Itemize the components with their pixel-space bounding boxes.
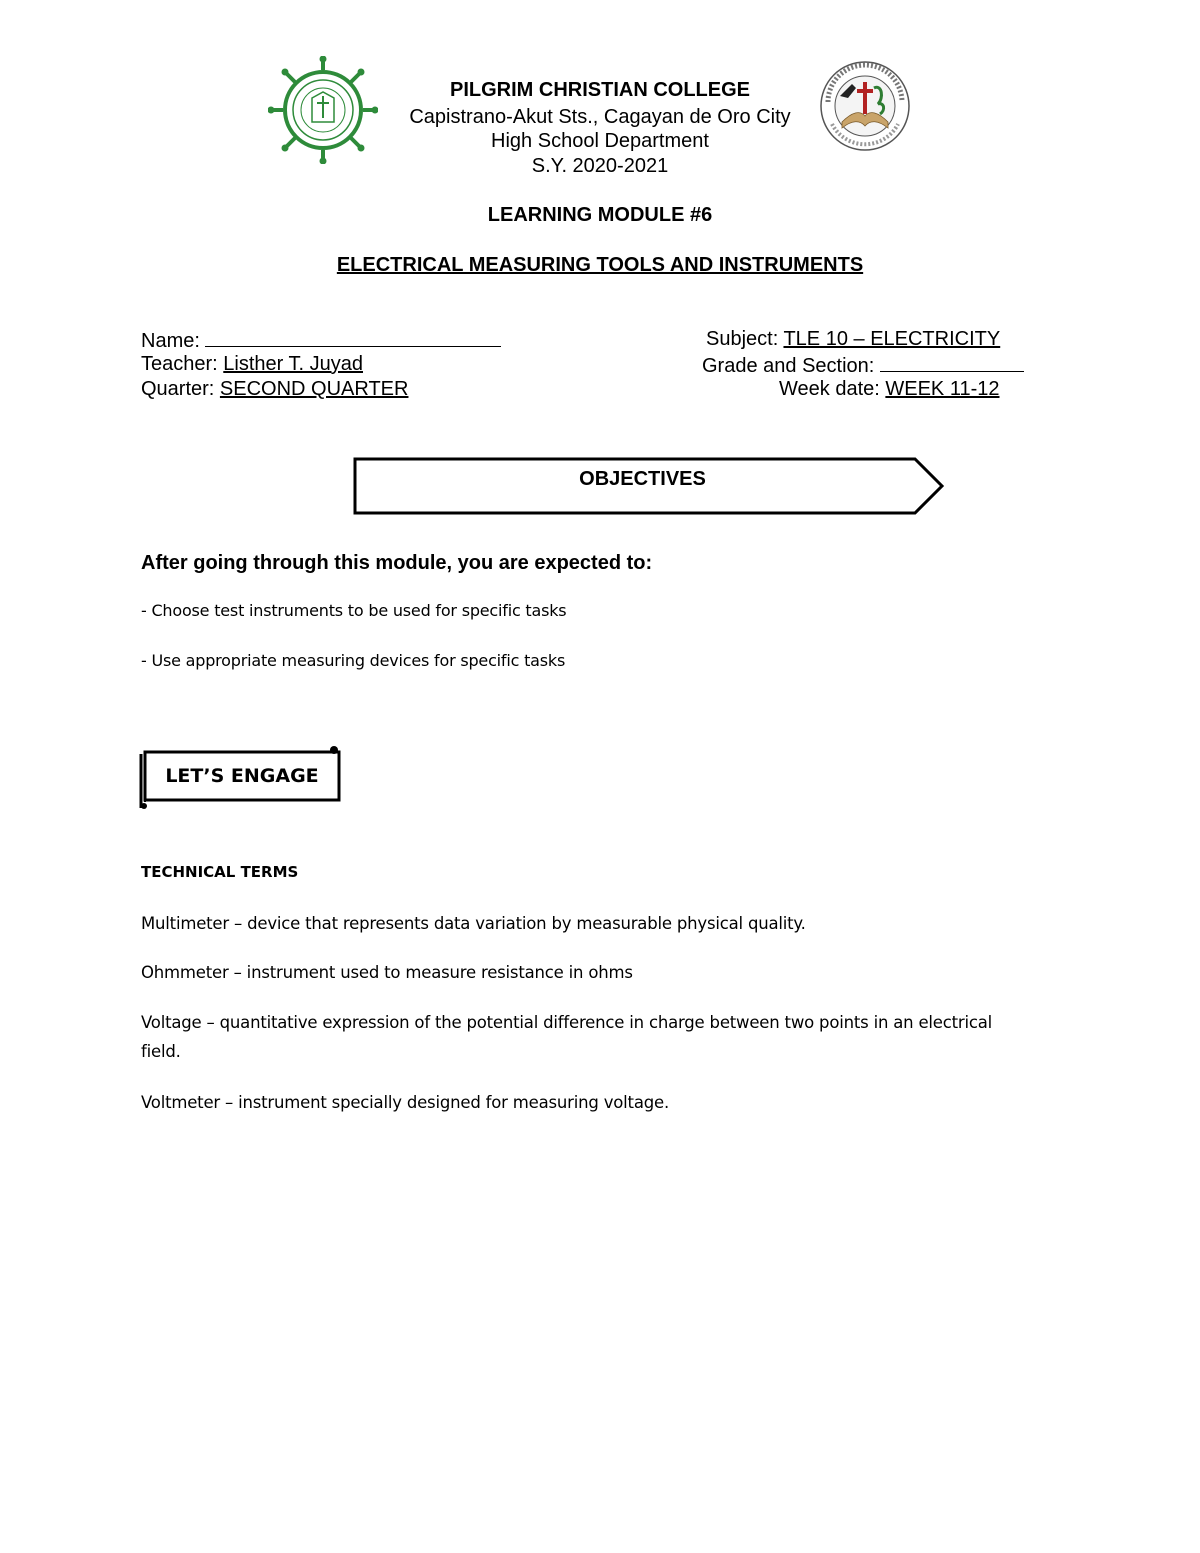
teacher-value: Listher T. Juyad	[223, 353, 363, 375]
week-value: WEEK 11-12	[885, 378, 1000, 400]
objective-item: - Use appropriate measuring devices for specific tasks	[141, 651, 566, 670]
module-title: LEARNING MODULE #6	[487, 204, 713, 226]
term-item: Multimeter – device that represents data variation by measurable physical quality.	[141, 914, 806, 933]
quarter-row	[141, 378, 408, 401]
objectives-label: OBJECTIVES	[579, 468, 706, 490]
quarter-label: Quarter:	[141, 378, 215, 400]
objective-item: - Choose test instruments to be used for specific tasks	[141, 601, 567, 620]
name-label: Name:	[141, 330, 200, 352]
week-label: Week date:	[779, 378, 880, 400]
name-blank[interactable]	[205, 328, 501, 347]
subject-value: TLE 10 – ELECTRICITY	[783, 328, 1001, 350]
school-address: Capistrano-Akut Sts., Cagayan de Oro City	[409, 106, 791, 128]
week-row	[779, 378, 1000, 401]
grade-blank[interactable]	[880, 353, 1024, 372]
teacher-row	[141, 353, 363, 376]
school-department: High School Department	[491, 130, 709, 152]
school-year: S.Y. 2020-2021	[531, 155, 669, 177]
grade-label: Grade and Section:	[702, 355, 875, 377]
quarter-value: SECOND QUARTER	[219, 378, 409, 400]
term-item: Voltmeter – instrument specially designed for measuring voltage.	[141, 1093, 670, 1112]
term-item: Ohmmeter – instrument used to measure resistance in ohms	[141, 963, 633, 982]
subject-label: Subject:	[706, 328, 779, 350]
module-subtitle: ELECTRICAL MEASURING TOOLS AND INSTRUMENTS	[336, 254, 864, 276]
school-name: PILGRIM CHRISTIAN COLLEGE	[450, 79, 750, 101]
subject-row	[706, 328, 1000, 351]
technical-terms-heading: TECHNICAL TERMS	[141, 863, 299, 881]
grade-row	[702, 353, 1024, 378]
name-row	[141, 328, 501, 353]
engage-label: LET’S ENGAGE	[165, 765, 319, 787]
objectives-intro: After going through this module, you are expected to:	[141, 552, 653, 574]
teacher-label: Teacher:	[141, 353, 218, 375]
term-item: Voltage – quantitative expression of the potential difference in charge between two points in an electrical field.	[141, 1013, 993, 1061]
